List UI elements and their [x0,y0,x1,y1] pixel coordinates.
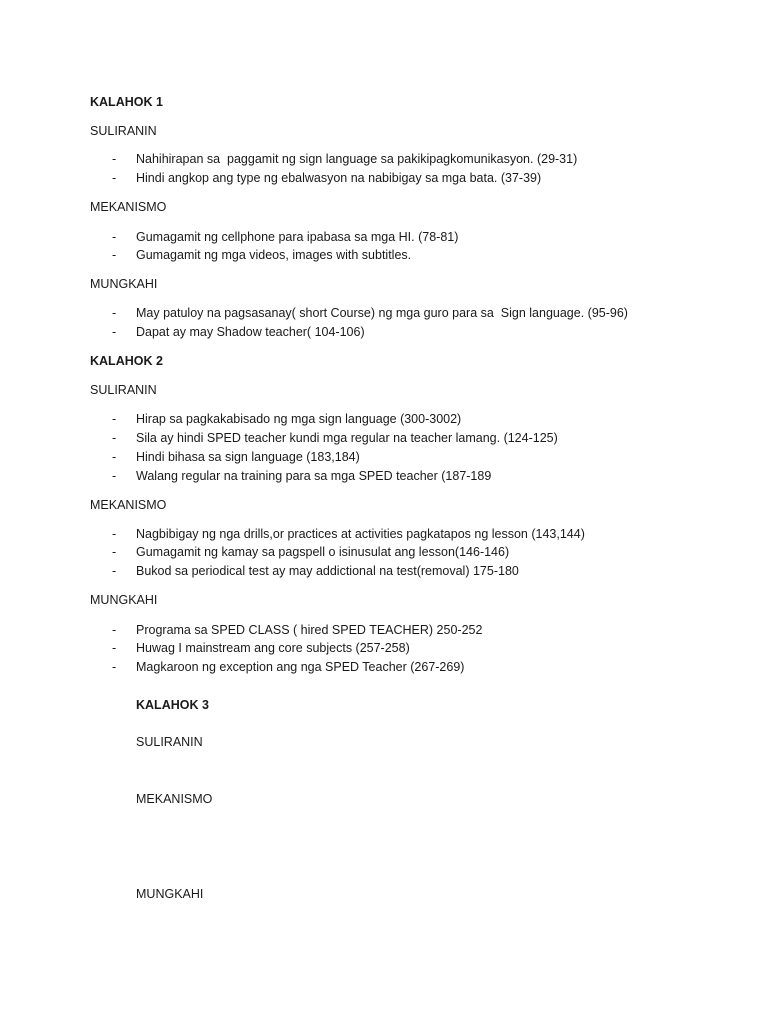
bullet-dash: - [112,152,117,166]
kalahok-3-heading: KALAHOK 3 [136,698,209,712]
bullet-dash: - [112,325,117,339]
bullet-dash: - [112,641,117,655]
list-item: Hirap sa pagkakabisado ng mga sign language (300-3002) [136,412,462,426]
kalahok-1-suliranin-label: SULIRANIN [90,124,157,138]
kalahok-2-heading: KALAHOK 2 [90,354,163,368]
list-item: Hindi angkop ang type ng ebalwasyon na nabibigay sa mga bata. (37-39) [136,171,542,185]
list-item: Gumagamit ng mga videos, images with subtitles. [136,248,412,262]
kalahok-3-suliranin-label: SULIRANIN [136,735,203,749]
kalahok-2-mungkahi-label: MUNGKAHI [90,593,158,607]
kalahok-2-suliranin-label: SULIRANIN [90,383,157,397]
list-item: Nahihirapan sa paggamit ng sign language sa pakikipagkomunikasyon. (29-31) [136,152,578,166]
list-item: Hindi bihasa sa sign language (183,184) [136,450,360,464]
bullet-dash: - [112,450,117,464]
bullet-dash: - [112,412,117,426]
bullet-dash: - [112,248,117,262]
bullet-dash: - [112,564,117,578]
list-item: May patuloy na pagsasanay( short Course) ng mga guro para sa Sign language. (95-96) [136,306,628,320]
bullet-dash: - [112,623,117,637]
list-item: Sila ay hindi SPED teacher kundi mga regular na teacher lamang. (124-125) [136,431,558,445]
kalahok-3-mungkahi-label: MUNGKAHI [136,887,204,901]
bullet-dash: - [112,306,117,320]
kalahok-2-mekanismo-label: MEKANISMO [90,498,167,512]
bullet-dash: - [112,431,117,445]
bullet-dash: - [112,171,117,185]
kalahok-3-mekanismo-label: MEKANISMO [136,792,213,806]
bullet-dash: - [112,527,117,541]
list-item: Walang regular na training para sa mga SPED teacher (187-189 [136,469,492,483]
list-item: Gumagamit ng kamay sa pagspell o isinusulat ang lesson(146-146) [136,545,510,559]
list-item: Magkaroon ng exception ang nga SPED Teacher (267-269) [136,660,465,674]
bullet-dash: - [112,230,117,244]
kalahok-1-heading: KALAHOK 1 [90,95,163,109]
list-item: Bukod sa periodical test ay may addictional na test(removal) 175-180 [136,564,519,578]
bullet-dash: - [112,660,117,674]
list-item: Gumagamit ng cellphone para ipabasa sa mga HI. (78-81) [136,230,459,244]
list-item: Huwag I mainstream ang core subjects (257-258) [136,641,410,655]
list-item: Dapat ay may Shadow teacher( 104-106) [136,325,365,339]
list-item: Programa sa SPED CLASS ( hired SPED TEACHER) 250-252 [136,623,483,637]
kalahok-1-mekanismo-label: MEKANISMO [90,200,167,214]
kalahok-1-mungkahi-label: MUNGKAHI [90,277,158,291]
bullet-dash: - [112,469,117,483]
list-item: Nagbibigay ng nga drills,or practices at activities pagkatapos ng lesson (143,144) [136,527,585,541]
bullet-dash: - [112,545,117,559]
